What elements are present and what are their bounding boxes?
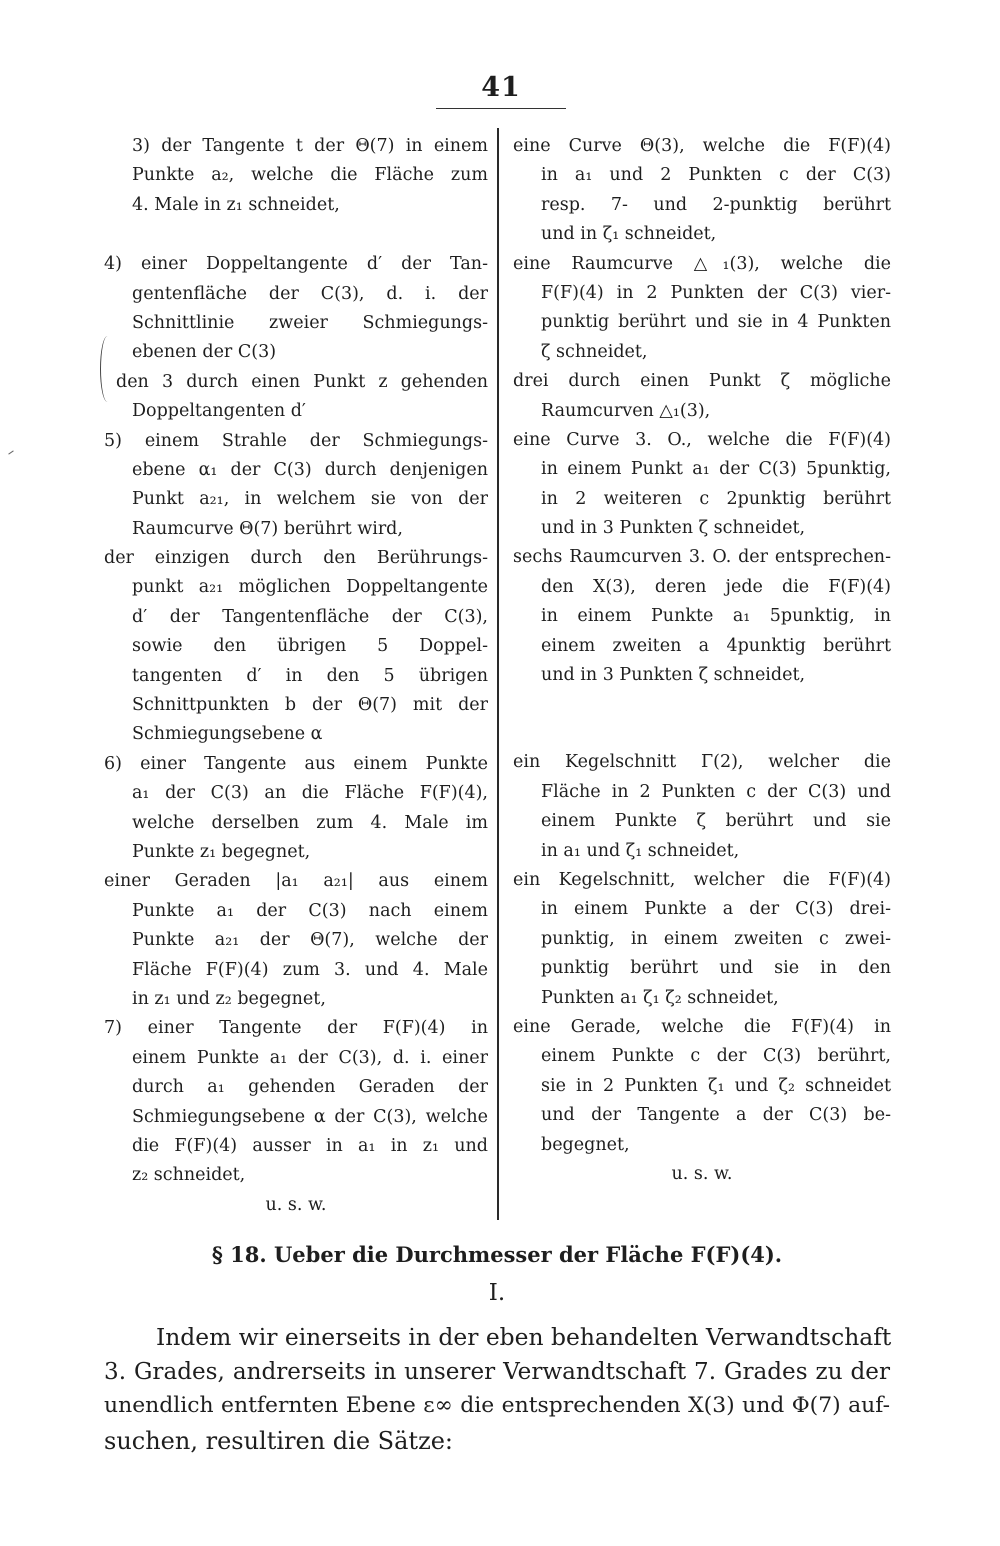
- right-line-0-2: resp. 7- und 2-punktig berührt: [541, 194, 891, 215]
- right-line-1-13: begegnet,: [541, 1134, 630, 1155]
- right-line-0-4: eine Raumcurve △₁(3), welche die: [513, 253, 891, 274]
- right-line-0-10: eine Curve 3. O., welche die F(F)(4): [513, 429, 891, 450]
- body-line-0: Indem wir einerseits in der eben behandelten Verwandtschaft: [156, 1323, 892, 1351]
- left-line-1-15: Schnittpunkten b der Θ(7) mit der: [132, 695, 488, 716]
- right-line-1-0: ein Kegelschnitt Γ(2), welcher die: [513, 752, 891, 773]
- body-line-3: suchen, resultiren die Sätze:: [104, 1426, 453, 1455]
- left-line-1-7: ebene α₁ der C(3) durch denjenigen: [132, 459, 488, 480]
- right-line-0-9: Raumcurven △₁(3),: [541, 400, 711, 421]
- left-line-1-16: Schmiegungsebene α: [132, 724, 323, 745]
- right-line-0-17: einem zweiten a 4punktig berührt: [541, 635, 891, 656]
- right-line-1-11: sie in 2 Punkten ζ₁ und ζ₂ schneidet: [541, 1075, 891, 1096]
- left-line-1-30: die F(F)(4) ausser in a₁ in z₁ und: [132, 1135, 488, 1156]
- left-column: [104, 132, 488, 1220]
- left-line-1-8: Punkt a₂₁, in welchem sie von der: [132, 489, 488, 510]
- left-line-1-18: a₁ der C(3) an die Fläche F(F)(4),: [132, 783, 488, 804]
- body-line-1: 3. Grades, andrerseits in unserer Verwandtschaft 7. Grades zu der: [104, 1358, 890, 1385]
- body-line-2: unendlich entfernten Ebene ε∞ die entsprechenden X(3) und Φ(7) auf-: [104, 1393, 890, 1418]
- margin-brace-mark: [100, 336, 115, 402]
- right-line-0-5: F(F)(4) in 2 Punkten der C(3) vier-: [541, 282, 891, 303]
- left-usw: u. s. w.: [265, 1194, 327, 1215]
- column-divider: [497, 128, 499, 1220]
- right-line-0-0: eine Curve Θ(3), welche die F(F)(4): [513, 136, 891, 156]
- left-line-1-23: Punkte a₂₁ der Θ(7), welche der: [132, 930, 488, 951]
- left-line-1-4: den 3 durch einen Punkt z gehenden: [116, 371, 488, 392]
- right-line-1-9: eine Gerade, welche die F(F)(4) in: [513, 1016, 891, 1037]
- right-usw: u. s. w.: [671, 1163, 733, 1184]
- section-title: § 18. Ueber die Durchmesser der Fläche F(F)(4).: [211, 1242, 783, 1267]
- right-line-1-3: in a₁ und ζ₁ schneidet,: [541, 840, 740, 861]
- right-line-1-2: einem Punkte ζ berührt und sie: [541, 811, 891, 832]
- right-line-0-15: den X(3), deren jede die F(F)(4): [541, 576, 891, 597]
- left-line-1-26: 7) einer Tangente der F(F)(4) in: [104, 1018, 488, 1039]
- right-line-0-13: und in 3 Punkten ζ schneidet,: [541, 518, 806, 539]
- left-line-1-13: sowie den übrigen 5 Doppel-: [132, 636, 488, 657]
- left-line-1-28: durch a₁ gehenden Geraden der: [132, 1077, 488, 1098]
- left-line-1-9: Raumcurve Θ(7) berührt wird,: [132, 518, 403, 539]
- left-line-1-11: punkt a₂₁ möglichen Doppeltangente: [132, 577, 488, 598]
- left-line-1-19: welche derselben zum 4. Male im: [132, 812, 488, 833]
- left-line-1-10: der einzigen durch den Berührungs-: [104, 548, 488, 569]
- right-line-0-18: und in 3 Punkten ζ schneidet,: [541, 665, 806, 686]
- left-line-1-22: Punkte a₁ der C(3) nach einem: [132, 900, 488, 921]
- left-line-1-24: Fläche F(F)(4) zum 3. und 4. Male: [132, 959, 488, 980]
- right-line-0-7: ζ schneidet,: [541, 341, 648, 362]
- right-line-0-14: sechs Raumcurven 3. O. der entsprechen-: [513, 547, 891, 568]
- right-line-0-6: punktig berührt und sie in 4 Punkten: [541, 312, 891, 333]
- right-line-1-6: punktig, in einem zweiten c zwei-: [541, 928, 891, 949]
- left-line-0-1: Punkte a₂, welche die Fläche zum: [132, 165, 488, 186]
- page-number: 41: [436, 74, 566, 109]
- right-line-0-8: drei durch einen Punkt ζ mögliche: [513, 371, 891, 392]
- right-line-1-1: Fläche in 2 Punkten c der C(3) und: [541, 781, 891, 802]
- left-line-1-25: in z₁ und z₂ begegnet,: [132, 988, 326, 1009]
- left-line-1-17: 6) einer Tangente aus einem Punkte: [104, 753, 488, 774]
- left-line-1-31: z₂ schneidet,: [132, 1165, 246, 1186]
- right-line-0-16: in einem Punkte a₁ 5punktig, in: [541, 606, 891, 627]
- body-paragraph: [104, 1320, 890, 1458]
- left-line-1-27: einem Punkte a₁ der C(3), d. i. einer: [132, 1047, 488, 1068]
- right-line-1-5: in einem Punkte a der C(3) drei-: [541, 899, 891, 920]
- left-line-1-0: 4) einer Doppeltangente d′ der Tan-: [104, 254, 488, 275]
- left-line-1-21: einer Geraden |a₁ a₂₁| aus einem: [104, 871, 488, 892]
- right-column: [513, 132, 891, 1189]
- left-line-1-12: d′ der Tangentenfläche der C(3),: [132, 606, 488, 627]
- left-line-1-3: ebenen der C(3): [132, 342, 277, 363]
- section-roman-numeral: I.: [488, 1280, 506, 1306]
- left-line-1-6: 5) einem Strahle der Schmiegungs-: [104, 430, 488, 451]
- right-line-0-1: in a₁ und 2 Punkten c der C(3): [541, 165, 891, 186]
- left-line-1-20: Punkte z₁ begegnet,: [132, 841, 311, 862]
- right-line-0-12: in 2 weiteren c 2punktig berührt: [541, 488, 891, 509]
- right-line-1-10: einem Punkte c der C(3) berührt,: [541, 1046, 891, 1067]
- right-line-1-8: Punkten a₁ ζ₁ ζ₂ schneidet,: [541, 987, 779, 1008]
- right-line-0-11: in einem Punkt a₁ der C(3) 5punktig,: [541, 459, 891, 480]
- left-line-0-0: 3) der Tangente t der Θ(7) in einem: [132, 136, 488, 156]
- left-line-0-2: 4. Male in z₁ schneidet,: [132, 194, 340, 215]
- left-line-1-2: Schnittlinie zweier Schmiegungs-: [132, 312, 488, 333]
- right-line-1-12: und der Tangente a der C(3) be-: [541, 1105, 891, 1126]
- right-line-0-3: und in ζ₁ schneidet,: [541, 224, 717, 245]
- left-line-1-5: Doppeltangenten d′: [132, 401, 306, 422]
- right-line-1-4: ein Kegelschnitt, welcher die F(F)(4): [513, 869, 891, 890]
- left-line-1-29: Schmiegungsebene α der C(3), welche: [132, 1106, 488, 1127]
- left-line-1-1: gentenfläche der C(3), d. i. der: [132, 283, 488, 304]
- margin-tick-mark: [8, 450, 13, 454]
- left-line-1-14: tangenten d′ in den 5 übrigen: [132, 665, 488, 686]
- right-line-1-7: punktig berührt und sie in den: [541, 958, 891, 979]
